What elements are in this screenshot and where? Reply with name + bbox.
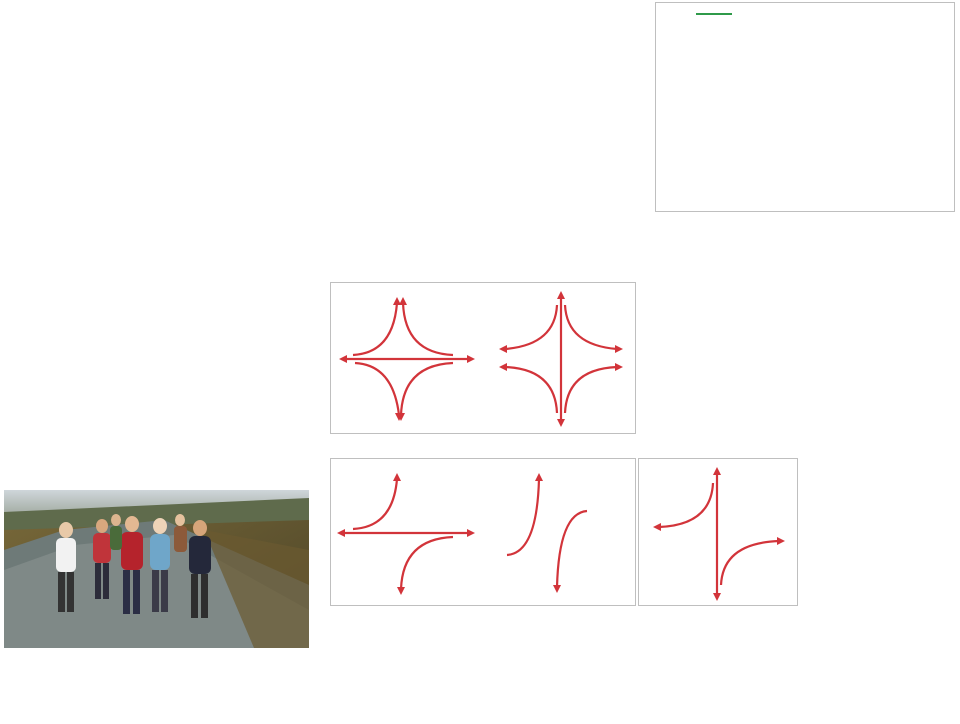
- roundabout-drawing: [656, 3, 956, 213]
- three-phase-arrows-3: [639, 459, 799, 607]
- two-phase-arrows: [331, 283, 637, 435]
- roundabout-diagram: [655, 2, 955, 212]
- three-phase-fas3-panel: [638, 458, 798, 606]
- two-phase-diagram: [330, 282, 636, 434]
- school-walk-photo: [4, 490, 309, 648]
- three-phase-diagram: [330, 458, 636, 606]
- three-phase-arrows-1-2: [331, 459, 637, 607]
